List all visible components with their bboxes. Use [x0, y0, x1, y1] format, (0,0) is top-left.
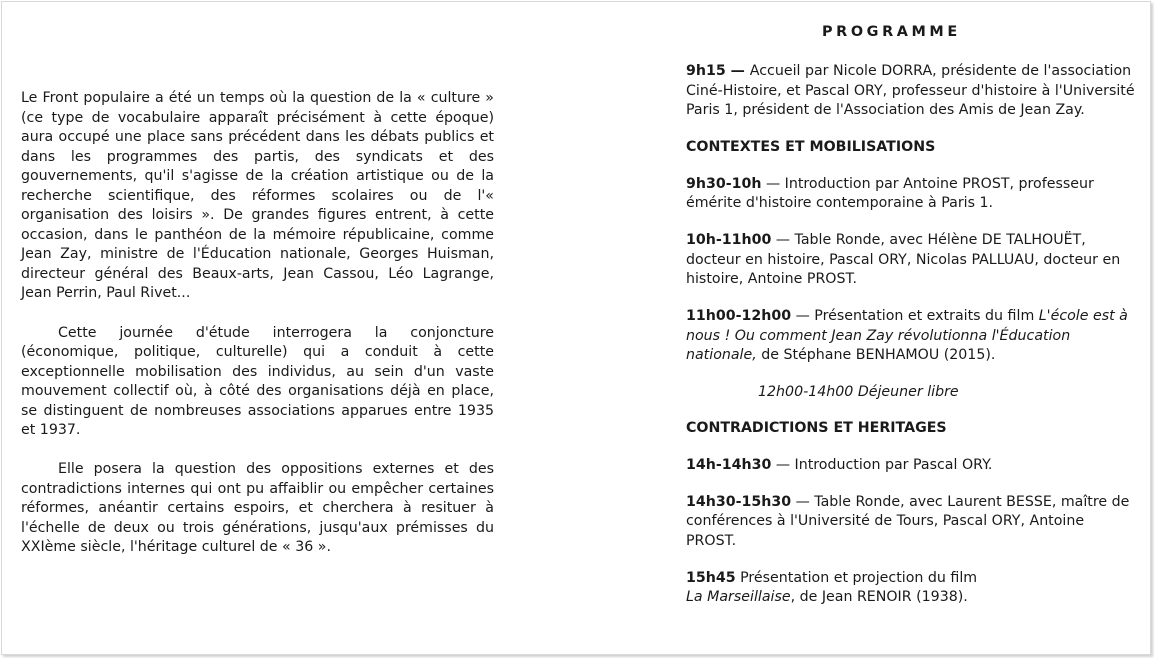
programme-item-1400: [686, 456, 1136, 476]
item-text-after: , de Jean RENOIR (1938).: [790, 589, 968, 605]
section-heading-contradictions: CONTRADICTIONS ET HERITAGES: [686, 420, 947, 436]
item-time: 14h-14h30: [686, 456, 772, 473]
lunch-break: 12h00-14h00 Déjeuner libre: [758, 384, 959, 400]
section-heading-contextes: CONTEXTES ET MOBILISATIONS: [686, 139, 936, 155]
introduction-text: [21, 89, 494, 558]
programme-list: [686, 62, 1136, 625]
item-text: Présentation et projection du film: [735, 569, 978, 586]
programme-item-0915: [686, 62, 1136, 121]
item-time: 9h15 —: [686, 63, 750, 79]
programme-item-0930: [686, 175, 1136, 214]
programme-item-1430: [686, 493, 1136, 552]
film-title: La Marseillaise: [686, 589, 791, 605]
item-text: — Introduction par Pascal ORY.: [771, 456, 993, 473]
programme-item-1100: [686, 307, 1136, 366]
item-time: 11h00-12h00: [686, 308, 792, 324]
programme-item-1000: [686, 231, 1136, 290]
item-time: 9h30-10h: [686, 175, 762, 192]
film-title: L'école est à nous ! Ou comment Jean Zay révolutionna l'Éducation nationale,: [686, 308, 1128, 363]
intro-paragraph-1: Le Front populaire a été un temps où la question de la « culture » (ce type de vocabulaire apparaît précisément à cette époque) aura occupé une place sans précédent dans les débats publics et dans les programmes des partis, des syndicats et des gouvernements, qu'il s'agisse de la création artistique ou de la recherche scientifique, des réformes scolaires ou de l'« organisation des loisirs ». De grandes figures entrent, à cette occasion, dans le panthéon de la mémoire républicaine, comme Jean Zay, ministre de l'Éducation nationale, Georges Huisman, directeur général des Beaux-arts, Jean Cassou, Léo Lagrange, Jean Perrin, Paul Rivet...: [21, 90, 494, 302]
item-time: 15h45: [686, 569, 736, 586]
item-text: — Table Ronde, avec Hélène DE TALHOUËT, docteur en histoire, Pascal ORY, Nicolas PALLUAU, docteur en histoire, Antoine PROST.: [686, 232, 1121, 287]
intro-paragraph-3: Elle posera la question des oppositions externes et des contradictions internes qui ont pu affaiblir ou empêcher certaines réformes, anéantir certains espoirs, et cherchera à resituer à l'échelle de deux ou trois générations, jusqu'aux prémisses du XXIème siècle, l'héritage culturel de « 36 ».: [21, 461, 494, 556]
item-text-after: de Stéphane BENHAMOU (2015).: [756, 347, 996, 363]
intro-paragraph-2: Cette journée d'étude interrogera la conjoncture (économique, politique, culturelle) qui a conduit à cette exceptionnelle mobilisation des individus, au sein d'un vaste mouvement collectif où, à côté des organisations déjà en place, se distinguent de nombreuses associations apparues entre 1935 et 1937.: [21, 324, 494, 439]
item-time: 10h-11h00: [686, 232, 772, 248]
programme-item-1545: [686, 569, 1136, 608]
item-text: — Introduction par Antoine PROST, professeur émérite d'histoire contemporaine à Paris 1.: [686, 175, 1094, 211]
item-text: Accueil par Nicole DORRA, présidente de l'association Ciné-Histoire, et Pascal ORY, professeur d'histoire à l'Université Paris 1, président de l'Association des Amis de Jean Zay.: [686, 63, 1135, 118]
item-time: 14h30-15h30: [686, 493, 792, 510]
item-text: — Table Ronde, avec Laurent BESSE, maître de conférences à l'Université de Tours, Pascal ORY, Antoine PROST.: [686, 493, 1130, 549]
programme-title: PROGRAMME: [822, 24, 961, 40]
item-text: — Présentation et extraits du film: [791, 308, 1039, 324]
